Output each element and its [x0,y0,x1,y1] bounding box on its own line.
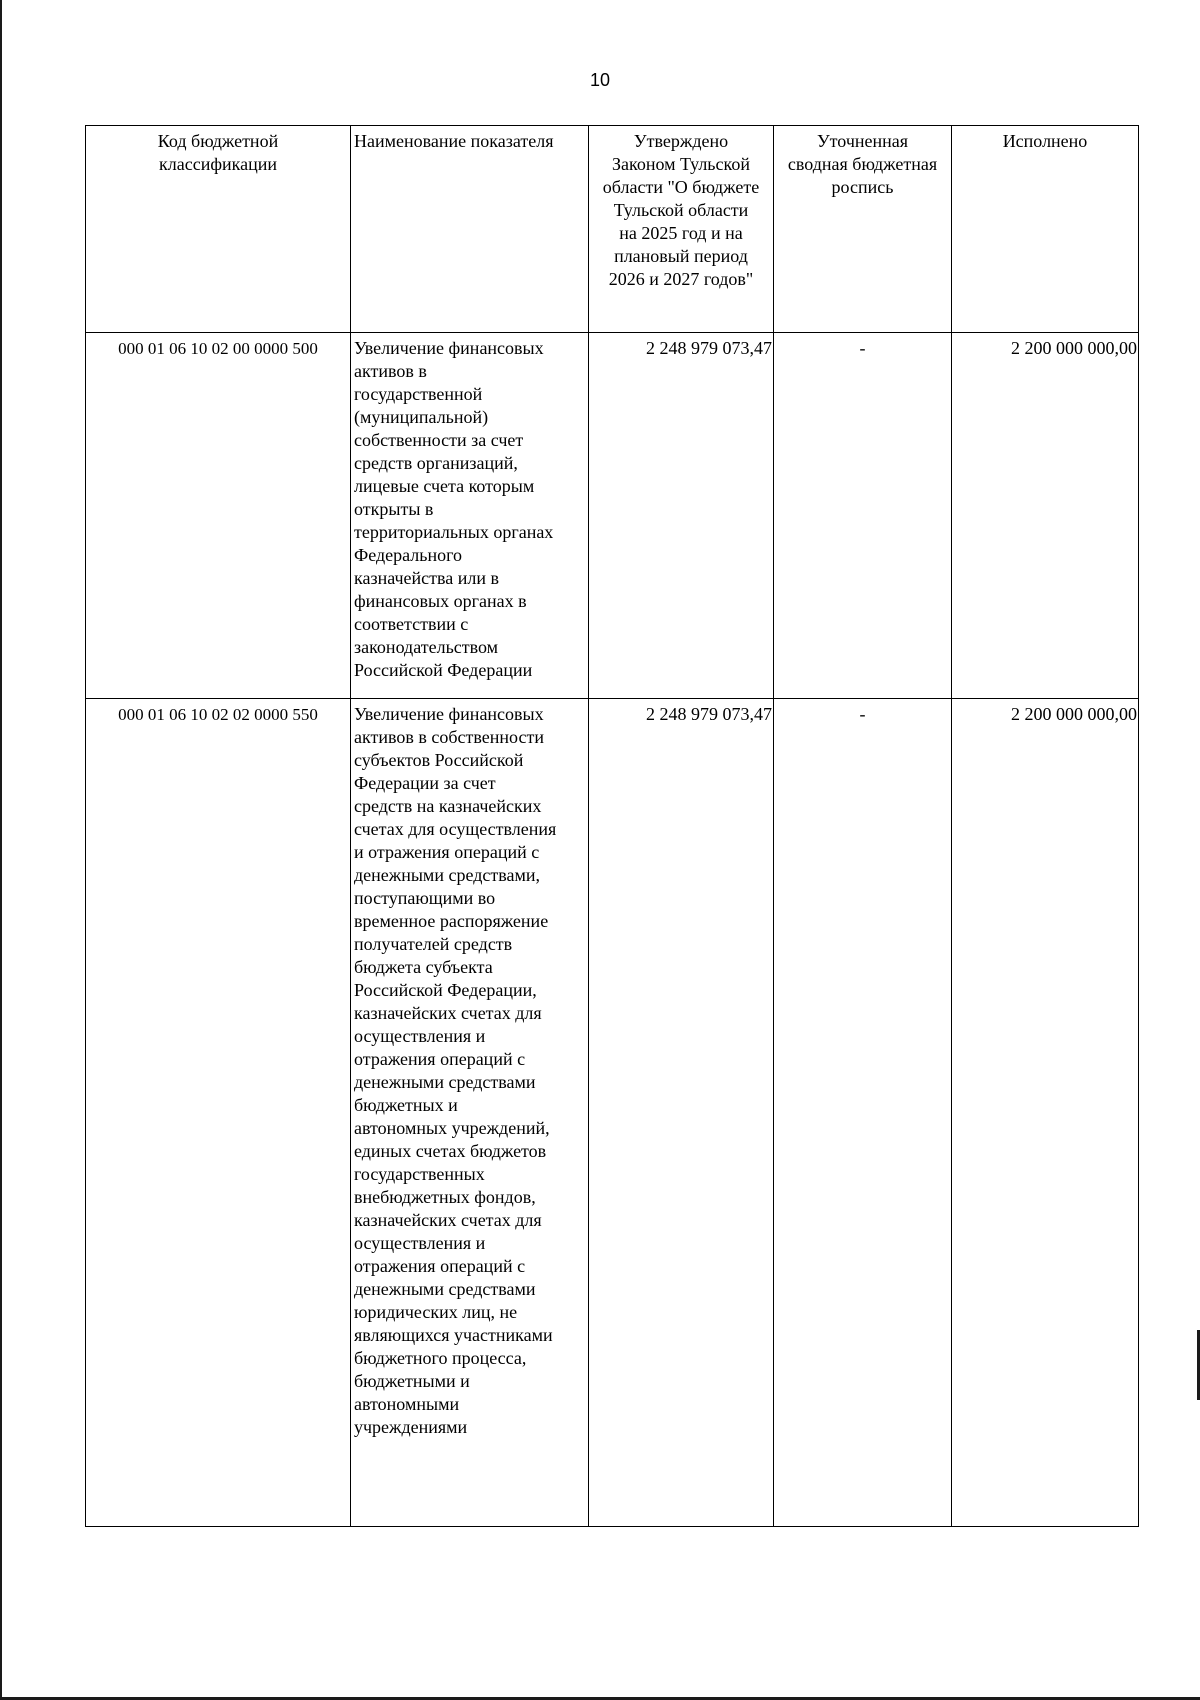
budget-table [85,125,1139,1527]
header-approved: Утверждено Законом Тульской области "О бюджете Тульской области на 2025 год и на плановый период 2026 и 2027 годов" [589,126,774,333]
cell-code: 000 01 06 10 02 02 0000 550 [86,699,351,1527]
cell-code: 000 01 06 10 02 00 0000 500 [86,333,351,699]
cell-name: Увеличение финансовых активов в государственной (муниципальной) собственности за счет средств организаций, лицевые счета которым открыты в территориальных органах Федерального казначейства или в финансовых органах в соответствии с законодательством Российской Федерации [351,333,589,699]
cell-refined: - [774,333,952,699]
cell-approved: 2 248 979 073,47 [589,699,774,1527]
header-refined: Уточненная сводная бюджетная роспись [774,126,952,333]
cell-name: Увеличение финансовых активов в собственности субъектов Российской Федерации за счет средств на казначейских счетах для осуществления и отражения операций с денежными средствами, поступающими во временное распоряжение получателей средств бюджета субъекта Российской Федерации, казначейских счетах для осуществления и отражения операций с денежными средствами бюджетных и автономных учреждений, единых счетах бюджетов государственных внебюджетных фондов, казначейских счетах для осуществления и отражения операций с денежными средствами юридических лиц, не являющихся участниками бюджетного процесса, бюджетными и автономными учреждениями [351,699,589,1527]
table-row [86,699,1139,1527]
cell-executed: 2 200 000 000,00 [952,333,1139,699]
cell-approved: 2 248 979 073,47 [589,333,774,699]
header-name: Наименование показателя [351,126,589,333]
scan-edge-left [0,0,2,1700]
page-number: 10 [589,70,611,90]
cell-executed: 2 200 000 000,00 [952,699,1139,1527]
table-header-row [86,126,1139,333]
header-code: Код бюджетной классификации [86,126,351,333]
table-row [86,333,1139,699]
cell-refined: - [774,699,952,1527]
header-executed: Исполнено [952,126,1139,333]
